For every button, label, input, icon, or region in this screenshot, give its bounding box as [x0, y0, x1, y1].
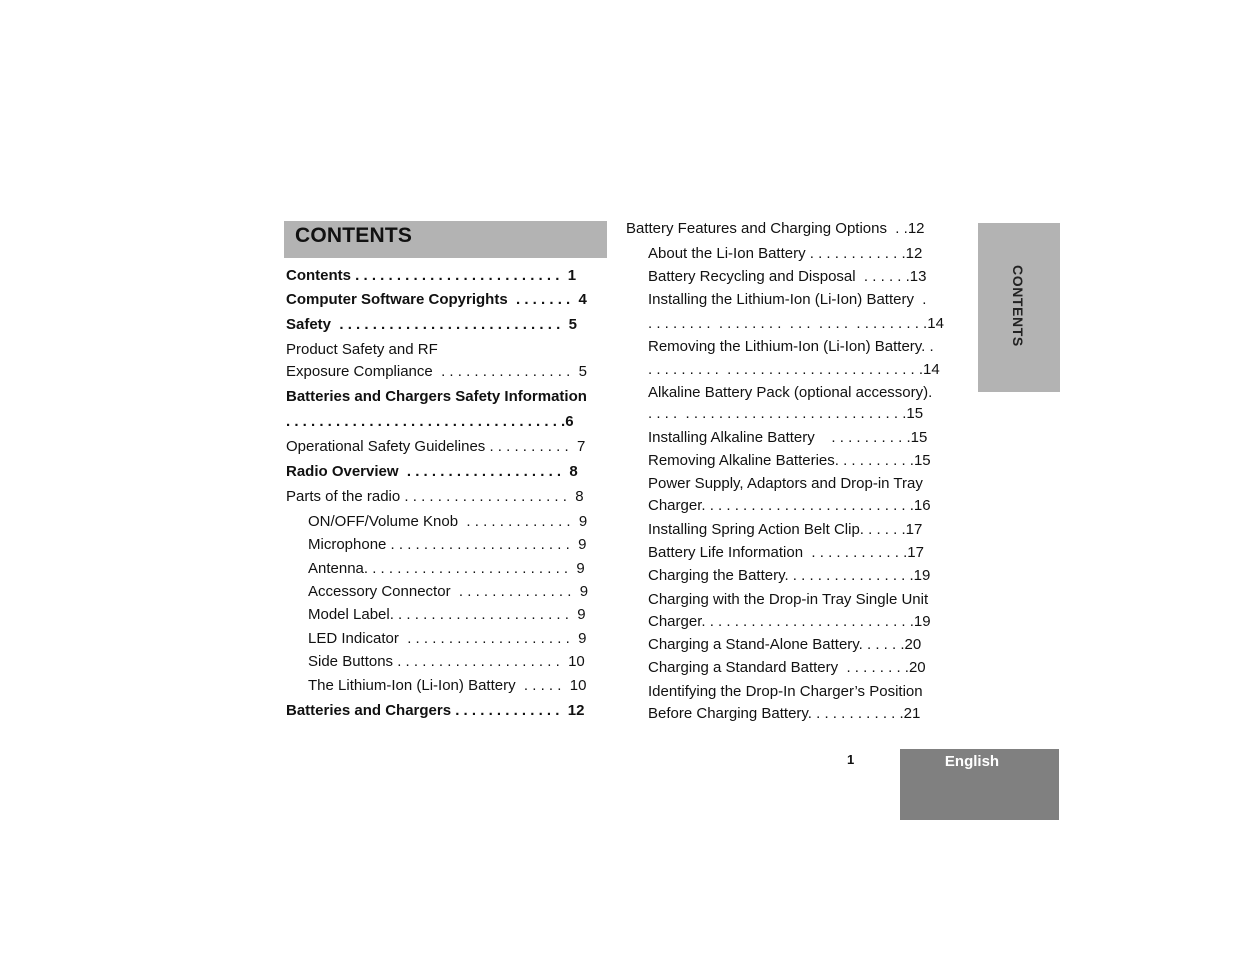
toc-entry[interactable]: Charging the Battery. . . . . . . . . . . . . . . .19: [648, 567, 931, 584]
toc-entry[interactable]: Installing Alkaline Battery . . . . . . . . . .15: [648, 429, 928, 446]
toc-entry[interactable]: The Lithium-Ion (Li-Ion) Battery . . . . . 10: [308, 677, 587, 694]
toc-entry[interactable]: About the Li-Ion Battery . . . . . . . . . . . .12: [648, 245, 923, 262]
toc-entry[interactable]: Alkaline Battery Pack (optional accessory).: [648, 384, 933, 401]
toc-entry[interactable]: LED Indicator . . . . . . . . . . . . . . . . . . . . 9: [308, 630, 587, 647]
toc-entry[interactable]: Installing the Lithium-Ion (Li-Ion) Battery .: [648, 291, 927, 308]
toc-entry[interactable]: Before Charging Battery. . . . . . . . . . . .21: [648, 705, 921, 722]
toc-entry[interactable]: Microphone . . . . . . . . . . . . . . . . . . . . . . 9: [308, 536, 587, 553]
toc-entry[interactable]: Product Safety and RF: [286, 341, 438, 358]
toc-entry[interactable]: . . . . . . . . . . . . . . . . . . . . . . . . . . . . . . . . .14: [648, 361, 940, 378]
toc-entry[interactable]: Charger. . . . . . . . . . . . . . . . . . . . . . . . . .16: [648, 497, 931, 514]
toc-entry[interactable]: Batteries and Chargers . . . . . . . . . . . . . 12: [286, 702, 585, 719]
toc-entry[interactable]: Antenna. . . . . . . . . . . . . . . . . . . . . . . . . 9: [308, 560, 585, 577]
page-title: CONTENTS: [295, 224, 413, 247]
toc-entry[interactable]: Accessory Connector . . . . . . . . . . . . . . 9: [308, 583, 589, 600]
toc-entry[interactable]: Identifying the Drop-In Charger’s Position: [648, 683, 923, 700]
toc-entry[interactable]: Model Label. . . . . . . . . . . . . . . . . . . . . . 9: [308, 606, 586, 623]
language-tab[interactable]: [900, 749, 1059, 820]
toc-entry[interactable]: Battery Recycling and Disposal . . . . . .13: [648, 268, 927, 285]
toc-entry[interactable]: Radio Overview . . . . . . . . . . . . . . . . . . . 8: [286, 463, 578, 480]
toc-entry[interactable]: . . . . . . . . . . . . . . . . . . . . . . . . . . . . . . . . . .6: [286, 413, 574, 430]
contents-side-tab[interactable]: [978, 223, 1060, 392]
toc-entry[interactable]: Charger. . . . . . . . . . . . . . . . . . . . . . . . . .19: [648, 613, 931, 630]
toc-entry[interactable]: Removing the Lithium-Ion (Li-Ion) Battery. .: [648, 338, 934, 355]
toc-entry[interactable]: Charging with the Drop-in Tray Single Unit: [648, 591, 929, 608]
side-tab-label: CONTENTS: [1010, 265, 1026, 347]
toc-entry[interactable]: . . . . . . . . . . . . . . . . . . . . . . . . . . . . . . . .14: [648, 315, 944, 332]
toc-entry[interactable]: Exposure Compliance . . . . . . . . . . . . . . . . 5: [286, 363, 587, 380]
toc-entry[interactable]: Charging a Stand-Alone Battery. . . . . .20: [648, 636, 922, 653]
page-number: 1: [847, 752, 855, 767]
toc-entry[interactable]: Computer Software Copyrights . . . . . . . 4: [286, 291, 587, 308]
toc-entry[interactable]: Removing Alkaline Batteries. . . . . . . . . .15: [648, 452, 931, 469]
toc-entry[interactable]: Battery Features and Charging Options . .12: [626, 220, 925, 237]
toc-entry[interactable]: Parts of the radio . . . . . . . . . . . . . . . . . . . . 8: [286, 488, 584, 505]
toc-entry[interactable]: Power Supply, Adaptors and Drop-in Tray: [648, 475, 923, 492]
toc-entry[interactable]: Charging a Standard Battery . . . . . . . .20: [648, 659, 926, 676]
toc-entry[interactable]: . . . . . . . . . . . . . . . . . . . . . . . . . . . . . . .15: [648, 405, 924, 422]
toc-entry[interactable]: Side Buttons . . . . . . . . . . . . . . . . . . . . 10: [308, 653, 585, 670]
language-label: English: [944, 753, 1000, 770]
contents-header-bar: [284, 221, 607, 258]
toc-entry[interactable]: ON/OFF/Volume Knob . . . . . . . . . . . . . 9: [308, 513, 588, 530]
toc-entry[interactable]: Safety . . . . . . . . . . . . . . . . . . . . . . . . . . . 5: [286, 316, 577, 333]
toc-entry[interactable]: Battery Life Information . . . . . . . . . . . .17: [648, 544, 924, 561]
toc-entry[interactable]: Batteries and Chargers Safety Information: [286, 388, 587, 405]
toc-entry[interactable]: Installing Spring Action Belt Clip. . . . . .17: [648, 521, 923, 538]
toc-entry[interactable]: Contents . . . . . . . . . . . . . . . . . . . . . . . . . 1: [286, 267, 577, 284]
toc-entry[interactable]: Operational Safety Guidelines . . . . . . . . . . 7: [286, 438, 586, 455]
